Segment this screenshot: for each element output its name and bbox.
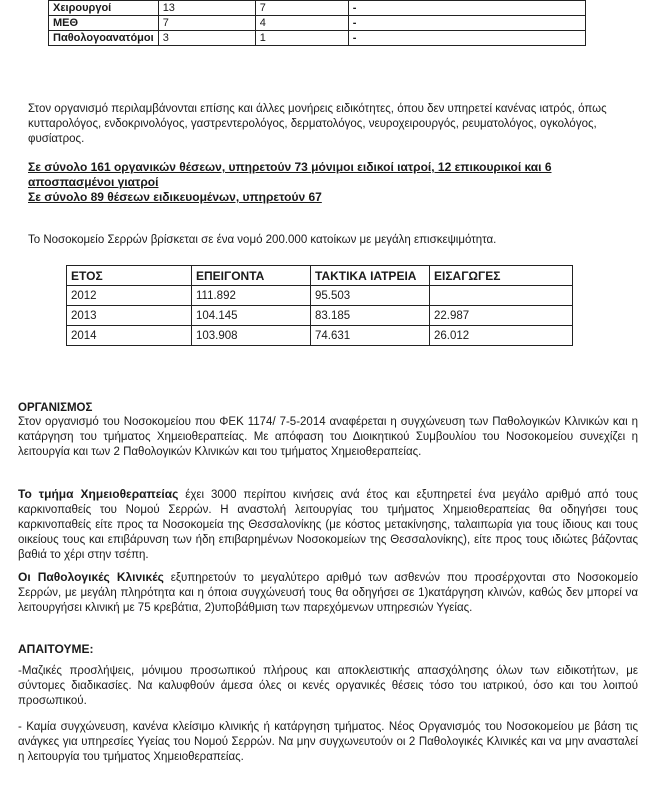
table-row xyxy=(49,1,586,16)
demands-heading: ΑΠΑΙΤΟΥΜΕ: xyxy=(18,642,94,656)
table-cell: 111.892 xyxy=(192,286,311,306)
table-row xyxy=(67,306,573,326)
table-cell: - xyxy=(348,16,585,31)
organismos-paragraph: Στον οργανισμό του Νοσοκομείου που ΦΕΚ 1174/ 7-5-2014 αναφέρεται η συγχώνευση των Παθολογικών Κλινικών και η κατάργηση του τμήματος Χημειοθεραπείας. Με απόφαση του Διοικητικού Συμβουλίου του Νοσοκομείου συνεχίζει η λειτουργία και των 2 Παθολογικών Κλινικών και του τμήματος Χημειοθεραπείας. xyxy=(18,416,638,458)
specialty-cell: ΜΕΘ xyxy=(49,16,159,31)
column-header: ΤΑΚΤΙΚΑ ΙΑΤΡΕΙΑ xyxy=(311,266,430,286)
table-cell: 103.908 xyxy=(192,326,311,346)
specialty-cell: Παθολογοανατόμοι xyxy=(49,31,159,46)
hospital-intro: Το Νοσοκομείο Σερρών βρίσκεται σε ένα νομό 200.000 κατοίκων με μεγάλη επισκεψιμότητα. xyxy=(28,234,497,246)
summary-positions xyxy=(28,160,622,205)
table-cell: 104.145 xyxy=(192,306,311,326)
table-cell: 7 xyxy=(158,16,255,31)
table-cell: 26.012 xyxy=(430,326,573,346)
table-cell: 13 xyxy=(158,1,255,16)
table-cell: 74.631 xyxy=(311,326,430,346)
table-row xyxy=(49,16,586,31)
table-cell: - xyxy=(348,31,585,46)
demand-item-hiring: -Μαζικές προσλήψεις, μόνιμου προσωπικού πλήρους και αποκλειστικής απασχόλησης όλων των ειδικοτήτων, με σύντομες διαδικασίες. Να καλυφθούν άμεσα όλες οι κενές οργανικές θέσεις τόσο του ιατρικού, όσο και του λοιπού προσωπικού. xyxy=(18,665,638,707)
specialty-cell: Χειρουργοί xyxy=(49,1,159,16)
chemotherapy-paragraph xyxy=(18,487,638,563)
table-cell: 95.503 xyxy=(311,286,430,306)
staff-table xyxy=(48,0,586,46)
column-header: ΕΤΟΣ xyxy=(67,266,192,286)
table-cell: 3 xyxy=(158,31,255,46)
other-specialties-paragraph: Στον οργανισμό περιλαμβάνονται επίσης και άλλες μονήρεις ειδικότητες, όπου δεν υπηρετεί κανένας ιατρός, όπως κυτταρολόγος, ενδοκρινολόγος, γαστρεντερολόγος, δερματολόγος, νευροχειρουργός, ρευματολόγος, ογκολόγος, φυσίατρος. xyxy=(28,103,607,145)
summary-line-organic: Σε σύνολο 161 οργανικών θέσεων, υπηρετούν 73 μόνιμοι ειδικοί ιατροί, 12 επικουρικοί και 6 αποσπασμένοι γιατροί xyxy=(28,160,552,189)
visits-table xyxy=(66,265,573,346)
table-cell: 7 xyxy=(255,1,348,16)
table-cell: 83.185 xyxy=(311,306,430,326)
table-cell: 22.987 xyxy=(430,306,573,326)
table-row xyxy=(67,286,573,306)
column-header: ΕΠΕΙΓΟΝΤΑ xyxy=(192,266,311,286)
chemotherapy-text: έχει 3000 περίπου κινήσεις ανά έτος και εξυπηρετεί ένα μεγάλο αριθμό από τους καρκινοπαθείς του Νομού Σερρών. Η αναστολή λειτουργίας του τμήματος Χημειοθεραπείας θα οδηγήσει τους καρκινοπαθείς είτε προς τα Νοσοκομεία της Θεσσαλονίκης (με κόστος μετακίνησης, ταλαιπωρία για τους ίδιους και τους οικείους τους και επιβάρυνση των ήδη επιβαρημένων Νοσοκομείων της Θεσσαλονίκης), είτε προς τους ιδιώτες βάζοντας βαθιά το χέρι στην τσέπη. xyxy=(18,489,638,561)
table-cell: 4 xyxy=(255,16,348,31)
column-header: ΕΙΣΑΓΩΓΕΣ xyxy=(430,266,573,286)
table-cell: 1 xyxy=(255,31,348,46)
organismos-heading: ΟΡΓΑΝΙΣΜΟΣ xyxy=(18,402,93,414)
table-cell: 2013 xyxy=(67,306,192,326)
pathology-paragraph xyxy=(18,570,638,616)
table-cell: 2012 xyxy=(67,286,192,306)
demand-item-no-merger: - Καμία συγχώνευση, κανένα κλείσιμο κλινικής ή κατάργηση τμήματος. Νέος Οργανισμός του Νοσοκομείου με βάση τις ανάγκες για υπηρεσίες Υγείας του Νομού Σερρών. Να μην συγχωνευτούν οι 2 Παθολογικές Κλινικές και να μην ανασταλεί η λειτουργία του τμήματος Χημειοθεραπείας. xyxy=(18,721,638,763)
table-cell: - xyxy=(348,1,585,16)
table-row xyxy=(49,31,586,46)
table-cell xyxy=(430,286,573,306)
summary-line-residents: Σε σύνολο 89 θέσεων ειδικευομένων, υπηρετούν 67 xyxy=(28,190,322,204)
pathology-lead: Οι Παθολογικές Κλινικές xyxy=(18,570,164,584)
table-cell: 2014 xyxy=(67,326,192,346)
table-header-row xyxy=(67,266,573,286)
table-row xyxy=(67,326,573,346)
chemotherapy-lead: Το τμήμα Χημειοθεραπείας xyxy=(18,487,179,501)
pathology-text: εξυπηρετούν το μεγαλύτερο αριθμό των ασθενών που προσέρχονται στο Νοσοκομείο Σερρών, με μεγάλη πληρότητα και η όποια συγχώνευσή τους θα οδηγήσει σε 1)κατάργηση κλινών, καθώς δεν μπορεί να λειτουργήσει κλινική με 75 κρεβάτια, 2)υποβάθμιση των παρεχόμενων υπηρεσιών Υγείας. xyxy=(18,572,638,614)
